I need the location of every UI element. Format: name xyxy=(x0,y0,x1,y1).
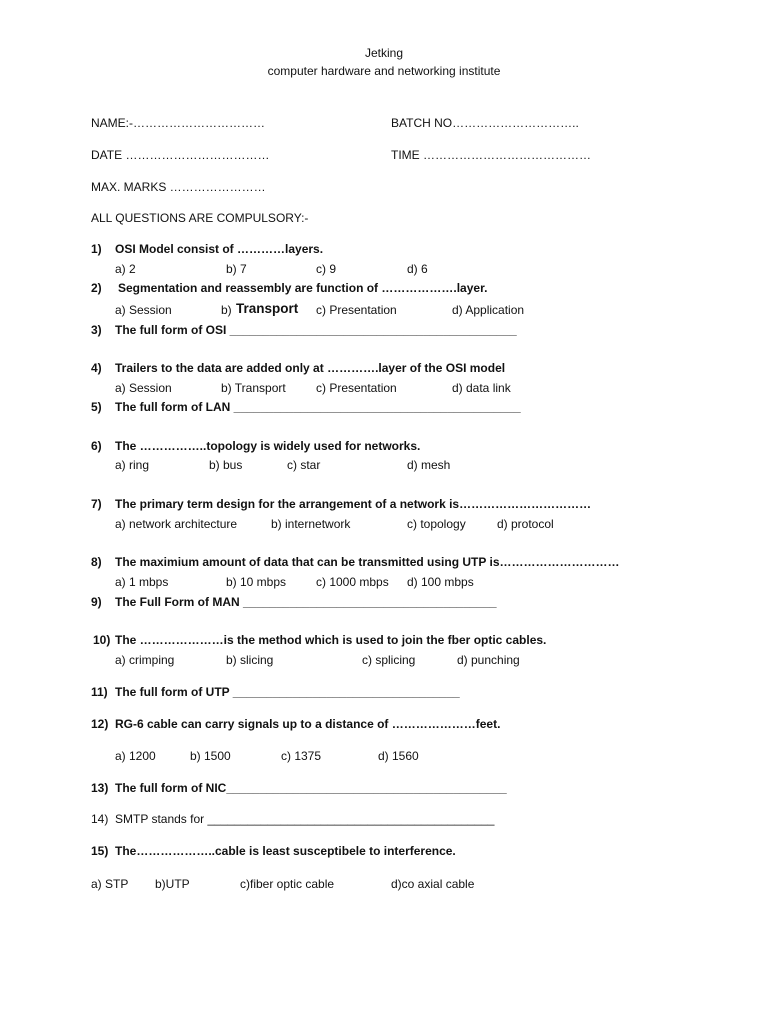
question-text: The………………..cable is least susceptibele to interference. xyxy=(115,844,456,858)
option: a) 1200 xyxy=(115,749,156,763)
question-number: 3) xyxy=(91,323,102,337)
option: a) 2 xyxy=(115,262,136,276)
option: a) STP xyxy=(91,877,129,891)
question-text: The maximium amount of data that can be transmitted using UTP is………………………… xyxy=(115,555,620,569)
question-text: Segmentation and reassembly are function of ……………….layer. xyxy=(118,281,488,295)
option: c) 9 xyxy=(316,262,337,276)
question-number: 14) xyxy=(91,812,109,826)
question-number: 6) xyxy=(91,439,102,453)
option: b) xyxy=(221,303,232,317)
question-number: 2) xyxy=(91,281,102,295)
question-number: 5) xyxy=(91,400,102,414)
batch-field: BATCH NO………………………….. xyxy=(391,116,579,130)
option: d) protocol xyxy=(497,517,554,531)
option: b) internetwork xyxy=(271,517,351,531)
question-number: 1) xyxy=(91,242,102,256)
question-number: 15) xyxy=(91,844,109,858)
option: b) 1500 xyxy=(190,749,231,763)
question-text: OSI Model consist of …………layers. xyxy=(115,242,324,256)
option: d) punching xyxy=(457,653,520,667)
instructions: ALL QUESTIONS ARE COMPULSORY:- xyxy=(91,211,309,225)
option: b)UTP xyxy=(155,877,190,891)
option: b) 7 xyxy=(226,262,247,276)
option: a) crimping xyxy=(115,653,175,667)
question-text: Trailers to the data are added only at ………….layer of the OSI model xyxy=(115,361,506,375)
option: c) star xyxy=(287,458,321,472)
option: d) 1560 xyxy=(378,749,419,763)
question-number: 13) xyxy=(91,781,109,795)
option: d) 6 xyxy=(407,262,428,276)
question-text: The …………………is the method which is used to join the fber optic cables. xyxy=(115,633,547,647)
question-text: The full form of LAN ___________________________________________ xyxy=(115,400,521,414)
question-text: The primary term design for the arrangement of a network is…………………………… xyxy=(115,497,592,511)
option: b) slicing xyxy=(226,653,274,667)
option: d) 100 mbps xyxy=(407,575,474,589)
question-text: The Full Form of MAN ______________________________________ xyxy=(115,595,497,609)
option: b) Transport xyxy=(221,381,286,395)
question-number: 8) xyxy=(91,555,102,569)
option: c) 1000 mbps xyxy=(316,575,389,589)
question-number: 7) xyxy=(91,497,102,511)
option: c) splicing xyxy=(362,653,416,667)
question-text: The full form of UTP __________________________________ xyxy=(115,685,460,699)
option: c) 1375 xyxy=(281,749,322,763)
option: a) ring xyxy=(115,458,150,472)
option: d)co axial cable xyxy=(391,877,475,891)
institute-subtitle: computer hardware and networking institute xyxy=(267,64,501,78)
option: a) network architecture xyxy=(115,517,238,531)
option: b) 10 mbps xyxy=(226,575,287,589)
option: c) Presentation xyxy=(316,303,397,317)
option: a) Session xyxy=(115,381,172,395)
question-number: 4) xyxy=(91,361,102,375)
option: b) bus xyxy=(209,458,243,472)
max-marks-field: MAX. MARKS …………………… xyxy=(91,180,266,194)
question-text: The ……………..topology is widely used for networks. xyxy=(115,439,421,453)
option: c)fiber optic cable xyxy=(240,877,335,891)
question-number: 10) xyxy=(93,633,111,647)
option: d) data link xyxy=(452,381,511,395)
name-field: NAME:-…………………………… xyxy=(91,116,265,130)
question-number: 12) xyxy=(91,717,109,731)
question-text: The full form of NIC__________________________________________ xyxy=(115,781,507,795)
option: a) 1 mbps xyxy=(115,575,169,589)
option: c) Presentation xyxy=(316,381,397,395)
option: a) Session xyxy=(115,303,172,317)
question-number: 11) xyxy=(91,685,108,699)
question-number: 9) xyxy=(91,595,102,609)
institute-name: Jetking xyxy=(364,46,404,60)
option: d) Application xyxy=(452,303,525,317)
option: c) topology xyxy=(407,517,466,531)
question-text: SMTP stands for ___________________________________________ xyxy=(115,812,495,826)
option: Transport xyxy=(236,301,299,316)
question-text: The full form of OSI ___________________________________________ xyxy=(115,323,517,337)
option: d) mesh xyxy=(407,458,451,472)
question-text: RG-6 cable can carry signals up to a distance of …………………feet. xyxy=(115,717,501,731)
date-field: DATE ……………………………… xyxy=(91,148,270,162)
time-field: TIME …………………………………… xyxy=(391,148,591,162)
